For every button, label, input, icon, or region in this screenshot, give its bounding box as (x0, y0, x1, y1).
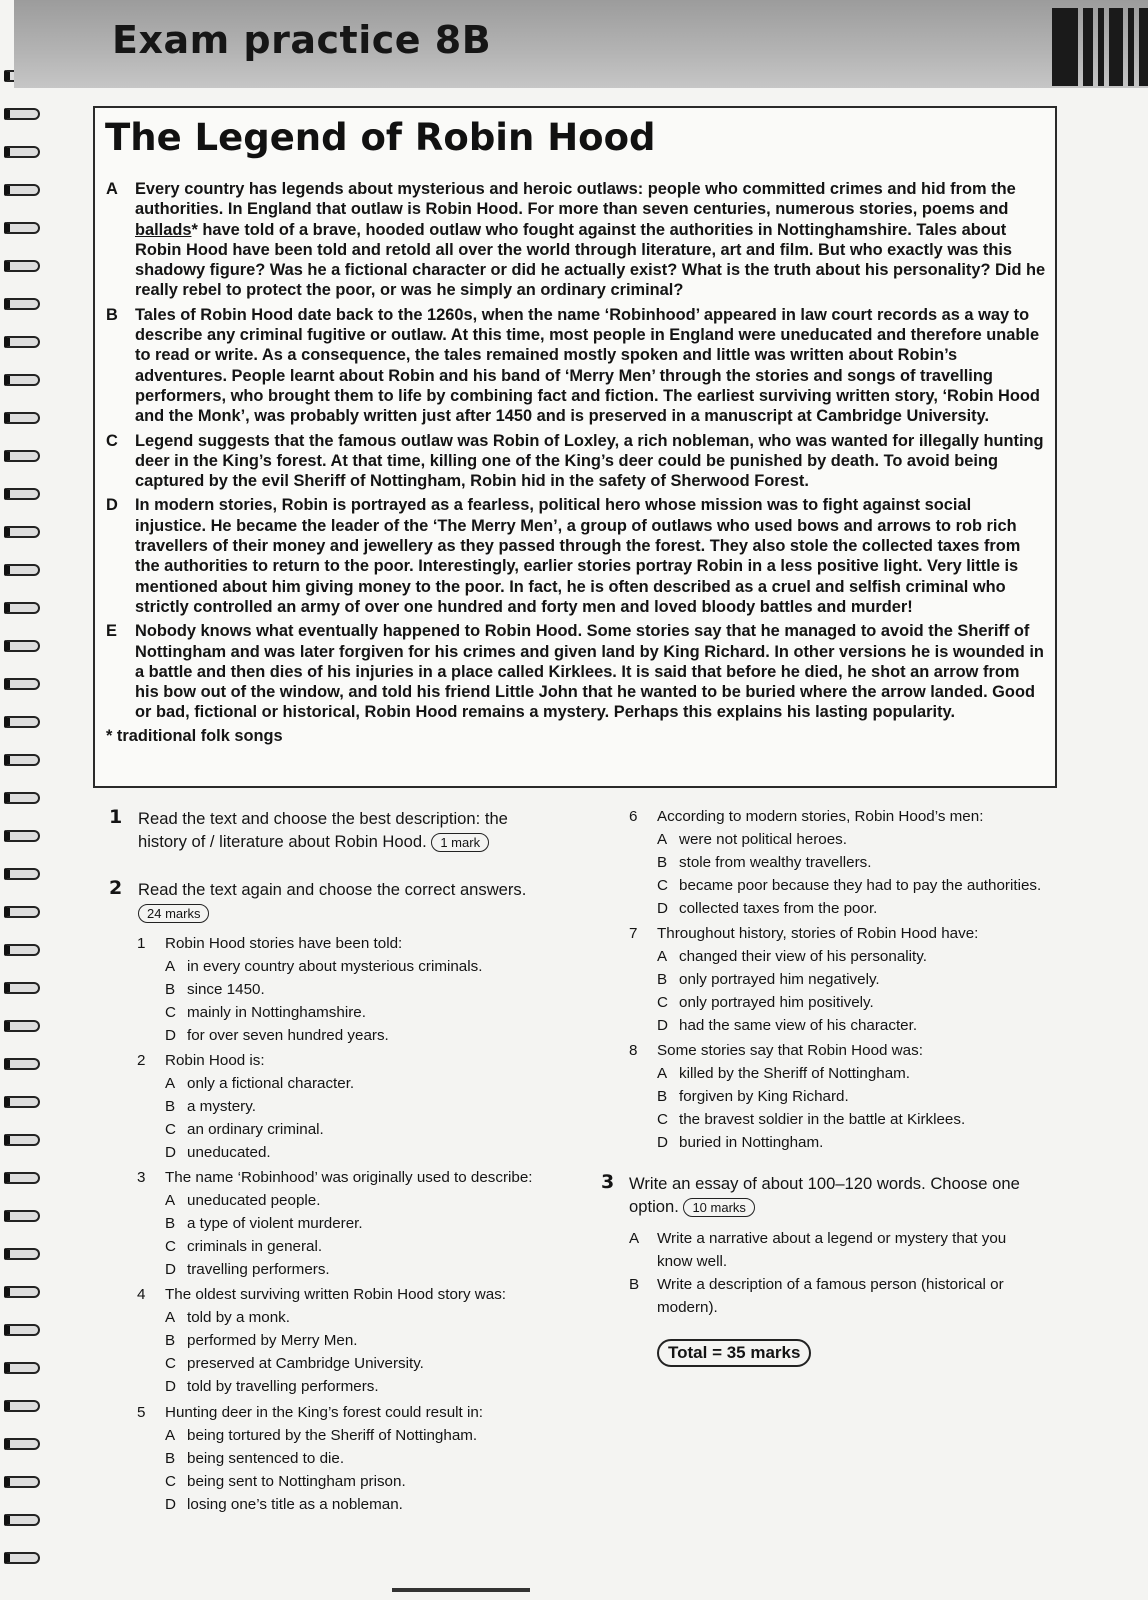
option-letter: C (165, 1355, 176, 1372)
answer-option[interactable] (657, 1131, 823, 1154)
item-stem: Hunting deer in the King’s forest could result in: (165, 1404, 483, 1421)
binding-ring (4, 868, 40, 880)
option-text: changed their view of his personality. (679, 948, 927, 965)
option-text: for over seven hundred years. (187, 1027, 389, 1044)
item-number: 4 (137, 1286, 146, 1303)
binding-ring (4, 1210, 40, 1222)
question-1-number: 1 (109, 806, 123, 828)
option-text: forgiven by King Richard. (679, 1088, 849, 1105)
paragraph-text: In modern stories, Robin is portrayed as a fearless, political hero whose mission was to fight against social injustice. He became the leader of the ‘The Merry Men’, a group of outlaws who used bows and arrows to rob rich travellers of their money and jewellery as they passed through the forest. They also stole the collected taxes from the authorities to return to the poor. Interestingly, earlier stories portray Robin in a less positive light. Very little is mentioned about him giving money to the poor. In fact, he is often described as a cruel and selfish criminal who strictly controlled an army of over one hundred and forty men and loved bloody battles and murder! (135, 496, 1021, 616)
marks-badge: 1 mark (431, 833, 489, 852)
paragraph-a (106, 179, 1046, 301)
binding-ring (4, 1058, 40, 1070)
option-text: a type of violent murderer. (187, 1215, 363, 1232)
option-letter: C (165, 1004, 176, 1021)
reading-paragraphs (106, 179, 1046, 746)
answer-option[interactable] (165, 1212, 363, 1235)
option-text: an ordinary criminal. (187, 1121, 324, 1138)
option-text: the bravest soldier in the battle at Kirklees. (679, 1111, 966, 1128)
option-text: travelling performers. (187, 1261, 330, 1278)
binding-ring (4, 1172, 40, 1184)
option-text: collected taxes from the poor. (679, 900, 878, 917)
option-text: in every country about mysterious criminals. (187, 958, 483, 975)
option-letter: B (629, 1276, 640, 1293)
binding-ring (4, 754, 40, 766)
question-2-number: 2 (109, 877, 123, 899)
item-stem: The oldest surviving written Robin Hood story was: (165, 1286, 507, 1303)
answer-option[interactable] (657, 851, 871, 874)
option-text: only a fictional character. (187, 1075, 355, 1092)
paragraph-b (106, 305, 1046, 427)
option-text: stole from wealthy travellers. (679, 854, 872, 871)
option-text: told by travelling performers. (187, 1378, 379, 1395)
answer-option[interactable] (165, 1024, 389, 1047)
total-marks-badge: Total = 35 marks (657, 1339, 811, 1367)
binding-ring (4, 1096, 40, 1108)
item-stem: Some stories say that Robin Hood was: (657, 1042, 923, 1059)
binding-ring (4, 1476, 40, 1488)
option-letter: B (165, 1332, 176, 1349)
answer-option[interactable] (657, 874, 1041, 897)
binding-ring (4, 298, 40, 310)
binding-ring (4, 906, 40, 918)
option-letter: A (165, 1309, 176, 1326)
option-text: Write a narrative about a legend or mystery that you know well. (657, 1230, 1007, 1270)
option-letter: D (657, 1017, 668, 1034)
option-letter: C (657, 994, 668, 1011)
option-letter: A (657, 831, 668, 848)
binding-ring (4, 184, 40, 196)
marks-badge: 24 marks (138, 904, 209, 923)
binding-ring (4, 412, 40, 424)
option-text: a mystery. (187, 1098, 256, 1115)
option-text: criminals in general. (187, 1238, 323, 1255)
binding-ring (4, 374, 40, 386)
option-letter: C (165, 1121, 176, 1138)
option-letter: C (657, 1111, 668, 1128)
paragraph-label: D (106, 496, 118, 515)
page-title: Exam practice 8B (112, 18, 492, 62)
answer-option[interactable] (165, 1470, 406, 1493)
option-text: mainly in Nottinghamshire. (187, 1004, 366, 1021)
option-letter: C (165, 1238, 176, 1255)
binding-ring (4, 222, 40, 234)
option-letter: B (165, 1450, 176, 1467)
answer-option[interactable] (165, 1189, 320, 1212)
option-text: buried in Nottingham. (679, 1134, 824, 1151)
paragraph-label: A (106, 180, 118, 198)
answer-option[interactable] (165, 1235, 322, 1258)
answer-option[interactable] (657, 1085, 849, 1108)
answer-option[interactable] (657, 1062, 910, 1085)
option-text: killed by the Sheriff of Nottingham. (679, 1065, 911, 1082)
option-letter: B (657, 971, 668, 988)
answer-option[interactable] (165, 1493, 403, 1516)
answer-option[interactable] (165, 1118, 324, 1141)
binding-ring (4, 1324, 40, 1336)
option-text: being sentenced to die. (187, 1450, 345, 1467)
question-3-text: Write an essay of about 100–120 words. Choose one option. (629, 1174, 1020, 1216)
paragraph-e (106, 621, 1046, 722)
option-letter: A (165, 1075, 176, 1092)
answer-option[interactable] (165, 1447, 344, 1470)
binding-ring (4, 1552, 40, 1564)
item-stem: According to modern stories, Robin Hood’s men: (657, 808, 984, 825)
option-letter: C (165, 1473, 176, 1490)
option-letter: C (657, 877, 668, 894)
option-letter: B (657, 854, 668, 871)
item-number: 6 (629, 808, 638, 825)
binding-ring (4, 792, 40, 804)
option-text: uneducated. (187, 1144, 271, 1161)
answer-option[interactable] (165, 1072, 354, 1095)
answer-option[interactable] (165, 1329, 358, 1352)
answer-option[interactable] (165, 1352, 424, 1375)
item-stem: The name ‘Robinhood’ was originally used to describe: (165, 1169, 533, 1186)
option-text: were not political heroes. (679, 831, 847, 848)
answer-option[interactable] (165, 1095, 256, 1118)
header-decor-bars (1052, 8, 1148, 86)
binding-ring (4, 830, 40, 842)
ballads-term: ballads (135, 220, 192, 239)
binding-ring (4, 982, 40, 994)
binding-ring (4, 716, 40, 728)
option-letter: A (165, 958, 176, 975)
option-letter: B (657, 1088, 668, 1105)
paragraph-text-start: Every country has legends about mysterious and heroic outlaws: people who committed crimes and hid from the authorities. In England that outlaw is Robin Hood. For more than seven centuries, numerous stories, poems and (135, 180, 1016, 219)
answer-option[interactable] (165, 1001, 366, 1024)
question-3-number: 3 (601, 1171, 615, 1193)
marks-badge: 10 marks (683, 1198, 754, 1217)
paragraph-text: Nobody knows what eventually happened to Robin Hood. Some stories say that he managed to avoid the Sheriff of Nottingham and was later forgiven for his crimes and given land by King Richard. In other versions he is wounded in a battle and then dies of his injuries in a place called Kirklees. It is said that before he died, he shot an arrow from his bow out of the window, and told his friend Little John that he wanted to be buried where the arrow landed. Good or bad, fictional or historical, Robin Hood remains a mystery. Perhaps this explains his lasting popularity. (135, 622, 1044, 722)
footnote: * traditional folk songs (106, 726, 283, 745)
item-number: 2 (137, 1052, 146, 1069)
option-letter: D (165, 1261, 176, 1278)
answer-option[interactable] (657, 1108, 965, 1131)
item-number: 1 (137, 935, 146, 952)
answer-option[interactable] (165, 1141, 271, 1164)
spiral-binding (0, 70, 44, 1600)
question-2-text: Read the text again and choose the correct answers. (138, 880, 527, 899)
binding-ring (4, 146, 40, 158)
binding-ring (4, 1438, 40, 1450)
option-text: had the same view of his character. (679, 1017, 918, 1034)
option-text: only portrayed him negatively. (679, 971, 880, 988)
option-letter: D (165, 1378, 176, 1395)
answer-option[interactable] (657, 828, 847, 851)
option-text: since 1450. (187, 981, 265, 998)
bottom-rule (392, 1588, 530, 1592)
binding-ring (4, 564, 40, 576)
item-stem: Robin Hood stories have been told: (165, 935, 403, 952)
paragraph-text-end: * have told of a brave, hooded outlaw who fought against the authorities in Nottinghamshire. Tales about Robin Hood have been told and retold all over the world through literature, art and film. But who exactly was this shadowy figure? Was he a fictional character or did he actually exist? What is the truth about his personality? Did he really rebel to protect the poor, or was he simply an ordinary criminal? (135, 220, 1046, 300)
option-letter: A (629, 1230, 640, 1247)
binding-ring (4, 336, 40, 348)
binding-ring (4, 1134, 40, 1146)
option-letter: A (165, 1427, 176, 1444)
item-stem: Robin Hood is: (165, 1052, 265, 1069)
binding-ring (4, 1514, 40, 1526)
option-text: only portrayed him positively. (679, 994, 874, 1011)
answer-option[interactable] (657, 897, 877, 920)
item-number: 5 (137, 1404, 146, 1421)
option-text: being sent to Nottingham prison. (187, 1473, 406, 1490)
question-1 (138, 807, 538, 853)
binding-ring (4, 1020, 40, 1032)
item-number: 7 (629, 925, 638, 942)
binding-ring (4, 1400, 40, 1412)
paragraph-text: Legend suggests that the famous outlaw was Robin of Loxley, a rich nobleman, who was wanted for illegally hunting deer in the King’s forest. At that time, killing one of the King’s deer could be punished by death. To avoid being captured by the evil Sheriff of Nottingham, Robin hid in the safety of Sherwood Forest. (135, 431, 1044, 491)
reading-title: The Legend of Robin Hood (105, 116, 656, 159)
binding-ring (4, 1362, 40, 1374)
binding-ring (4, 488, 40, 500)
option-letter: A (657, 948, 668, 965)
paragraph-label: B (106, 305, 118, 324)
item-number: 3 (137, 1169, 146, 1186)
option-text: losing one’s title as a nobleman. (187, 1496, 403, 1513)
option-letter: A (165, 1192, 176, 1209)
option-letter: D (657, 900, 668, 917)
option-text: preserved at Cambridge University. (187, 1355, 424, 1372)
binding-ring (4, 450, 40, 462)
binding-ring (4, 678, 40, 690)
option-text: told by a monk. (187, 1309, 290, 1326)
option-letter: B (165, 981, 176, 998)
paragraph-d (106, 495, 1046, 617)
answer-option[interactable] (165, 1258, 330, 1281)
binding-ring (4, 108, 40, 120)
answer-option[interactable] (657, 991, 874, 1014)
item-stem: Throughout history, stories of Robin Hood have: (657, 925, 979, 942)
option-text: performed by Merry Men. (187, 1332, 358, 1349)
answer-option[interactable] (165, 978, 265, 1001)
option-letter: D (165, 1144, 176, 1161)
item-number: 8 (629, 1042, 638, 1059)
option-text: being tortured by the Sheriff of Nottingham. (187, 1427, 478, 1444)
binding-ring (4, 1286, 40, 1298)
answer-option[interactable] (165, 955, 482, 978)
question-3 (629, 1172, 1049, 1218)
answer-option[interactable] (657, 1014, 917, 1037)
paragraph-label: C (106, 431, 118, 450)
option-letter: B (165, 1098, 176, 1115)
answer-option[interactable] (657, 968, 880, 991)
binding-ring (4, 526, 40, 538)
question-1-text: Read the text and choose the best description: the history of / literature about Robin Hood. (138, 809, 508, 851)
answer-option[interactable] (165, 1424, 477, 1447)
binding-ring (4, 1248, 40, 1260)
option-letter: D (165, 1027, 176, 1044)
option-letter: D (165, 1496, 176, 1513)
paragraph-text (135, 179, 1046, 301)
option-letter: B (165, 1215, 176, 1232)
option-letter: D (657, 1134, 668, 1151)
paragraph-c (106, 431, 1046, 492)
paragraph-label: E (106, 622, 117, 641)
binding-ring (4, 602, 40, 614)
binding-ring (4, 640, 40, 652)
binding-ring (4, 260, 40, 272)
answer-option[interactable] (165, 1375, 379, 1398)
answer-option[interactable] (165, 1306, 290, 1329)
reading-text-box (93, 106, 1057, 788)
paragraph-text: Tales of Robin Hood date back to the 1260s, when the name ‘Robinhood’ appeared in law court records as a way to describe any criminal fugitive or outlaw. At this time, most people in England were uneducated and therefore unable to read or write. As a consequence, the tales remained mostly spoken and little was written about Robin’s adventures. People learnt about Robin and his band of ‘Merry Men’ through the stories and songs of travelling performers, who brought them to life by combining fact and fiction. The earliest surviving written story, ‘Robin Hood and the Monk’, was probably written just after 1450 and is preserved in a manuscript at Cambridge University. (135, 305, 1040, 426)
option-text: uneducated people. (187, 1192, 321, 1209)
option-letter: A (657, 1065, 668, 1082)
binding-ring (4, 944, 40, 956)
option-text: became poor because they had to pay the authorities. (679, 877, 1042, 894)
option-text: Write a description of a famous person (historical or modern). (657, 1276, 1004, 1316)
answer-option[interactable] (657, 945, 927, 968)
question-2 (138, 878, 558, 924)
